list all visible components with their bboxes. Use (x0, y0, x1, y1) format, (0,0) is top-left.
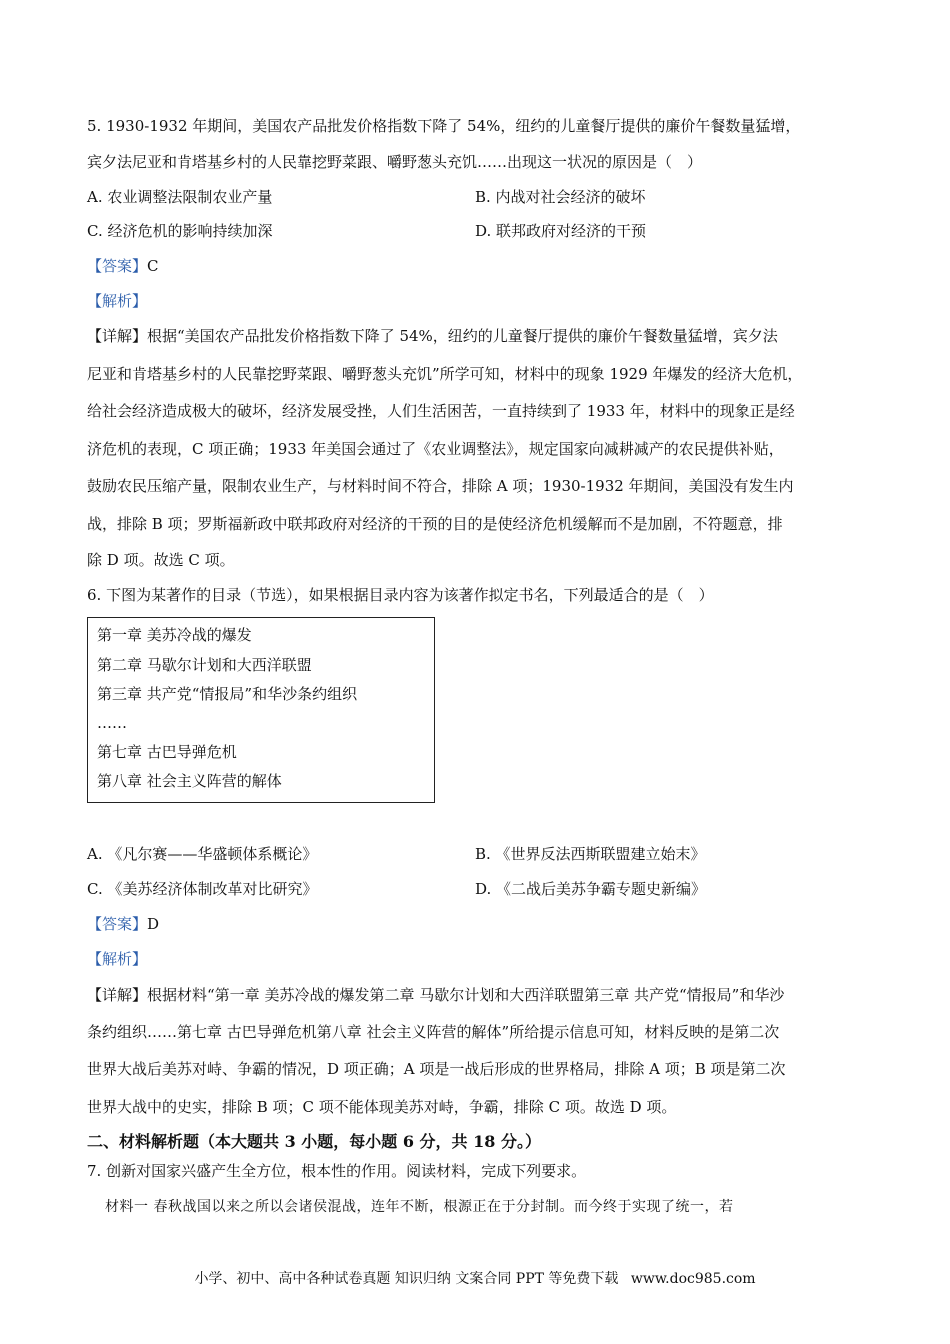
q6-answer (87, 914, 159, 934)
q5-detail-line-3: 给社会经济造成极大的破坏，经济发展受挫，人们生活困苦，一直持续到了 1933 年，材料中的现象正是经 (87, 402, 795, 420)
q6-option-a: A. 《凡尔赛——华盛顿体系概论》 (87, 845, 318, 863)
analysis-tag: 【解析】 (87, 950, 148, 968)
q5-detail-line-7: 除 D 项。故选 C 项。 (87, 551, 235, 569)
q6-detail-line-1 (87, 985, 784, 1005)
q5-detail-line-1 (87, 326, 778, 346)
footer-text: 小学、初中、高中各种试卷真题 知识归纳 文案合同 PPT 等免费下载 (194, 1271, 619, 1287)
q5-detail-line-5: 鼓励农民压缩产量，限制农业生产，与材料时间不符合，排除 A 项；1930-1932 年期间，美国没有发生内 (87, 477, 794, 495)
q6-option-d: D. 《二战后美苏争霸专题史新编》 (475, 880, 707, 898)
q5-detail-line-2: 尼亚和肯塔基乡村的人民靠挖野菜跟、嚼野葱头充饥”所学可知，材料中的现象 1929 年爆发的经济大危机， (87, 365, 803, 383)
section-heading: 二、材料解析题（本大题共 3 小题，每小题 6 分，共 18 分。） (87, 1132, 541, 1151)
detail-tag: 【详解】 (87, 986, 148, 1004)
toc-item: 第七章 古巴导弹危机 (97, 743, 237, 761)
q5-analysis-tag (87, 291, 147, 311)
toc-item: 第八章 社会主义阵营的解体 (97, 772, 282, 790)
q6-detail-line-3: 世界大战后美苏对峙、争霸的情况，D 项正确；A 项是一战后形成的世界格局，排除 A 项；B 项是第二次 (87, 1060, 786, 1078)
q5-option-d: D. 联邦政府对经济的干预 (475, 222, 647, 240)
toc-item: …… (97, 714, 127, 732)
q6-stem: 6. 下图为某著作的目录（节选），如果根据目录内容为该著作拟定书名，下列最适合的是（ ） (87, 586, 714, 604)
q6-detail-line-2: 条约组织……第七章 古巴导弹危机第八章 社会主义阵营的解体”所给提示信息可知，材料反映的是第二次 (87, 1023, 780, 1041)
q5-answer (87, 256, 159, 276)
toc-item: 第一章 美苏冷战的爆发 (97, 626, 252, 644)
footer-url[interactable]: www.doc985.com (630, 1271, 756, 1287)
answer-value: C (147, 257, 159, 275)
q5-option-a: A. 农业调整法限制农业产量 (87, 188, 273, 206)
detail-tag: 【详解】 (87, 327, 148, 345)
q7-material-1: 材料一 春秋战国以来之所以会诸侯混战，连年不断，根源正在于分封制。而今终于实现了统一，若 (105, 1199, 734, 1215)
table-of-contents-box (87, 617, 435, 803)
analysis-tag: 【解析】 (87, 292, 148, 310)
q6-analysis-tag (87, 949, 147, 969)
toc-item: 第三章 共产党“情报局”和华沙条约组织 (97, 685, 358, 703)
answer-tag: 【答案】 (87, 257, 148, 275)
q6-option-b: B. 《世界反法西斯联盟建立始末》 (475, 845, 706, 863)
q5-detail-line-6: 战，排除 B 项；罗斯福新政中联邦政府对经济的干预的目的是使经济危机缓解而不是加剧，不符题意，排 (87, 515, 783, 533)
q5-stem-line-2: 宾夕法尼亚和肯塔基乡村的人民靠挖野菜跟、嚼野葱头充饥……出现这一状况的原因是（ ） (87, 153, 703, 171)
q5-option-b: B. 内战对社会经济的破坏 (475, 188, 646, 206)
answer-tag: 【答案】 (87, 915, 148, 933)
q5-stem-line-1: 5. 1930-1932 年期间，美国农产品批发价格指数下降了 54%，纽约的儿童餐厅提供的廉价午餐数量猛增， (87, 117, 801, 135)
detail-text: 根据材料“第一章 美苏冷战的爆发第二章 马歇尔计划和大西洋联盟第三章 共产党“情报局”和华沙 (147, 986, 785, 1004)
toc-item: 第二章 马歇尔计划和大西洋联盟 (97, 656, 312, 674)
q6-detail-line-4: 世界大战中的史实，排除 B 项；C 项不能体现美苏对峙，争霸，排除 C 项。故选 D 项。 (87, 1098, 677, 1116)
q7-stem: 7. 创新对国家兴盛产生全方位，根本性的作用。阅读材料，完成下列要求。 (87, 1162, 587, 1180)
answer-value: D (147, 915, 160, 933)
q5-detail-line-4: 济危机的表现，C 项正确；1933 年美国会通过了《农业调整法》，规定国家向减耕减产的农民提供补贴， (87, 440, 784, 458)
detail-text: 根据“美国农产品批发价格指数下降了 54%，纽约的儿童餐厅提供的廉价午餐数量猛增，宾夕法 (147, 327, 778, 345)
q6-option-c: C. 《美苏经济体制改革对比研究》 (87, 880, 318, 898)
page-footer (0, 1269, 950, 1289)
q5-option-c: C. 经济危机的影响持续加深 (87, 222, 273, 240)
